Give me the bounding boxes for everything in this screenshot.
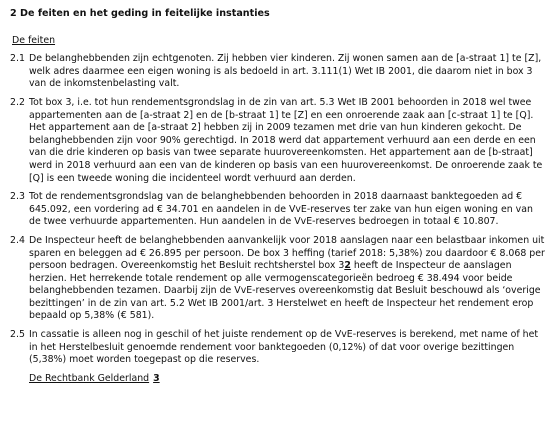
paragraph-text-part: heeft de Inspecteur de aanslagen herzien. Het herrekende totale rendement op alle vermogenscategorieën bedroeg € 38.494 voor beide belanghebbenden tezamen. Daarbij zijn de VvE-reserves overeenkomstig dat Besluit beschouwd als ‘overige bezittingen’ in de zin van art. 5.2 Wet IB 2001/art. 3 Herstelwet en heeft de Inspecteur het rendement erop bepaald op 5,38% (€ 581). xyxy=(29,260,541,322)
paragraph-text: Tot de rendementsgrondslag van de belanghebbenden behoorden in 2018 daarnaast banktegoeden ad € 645.092, een vordering ad € 34.701 en aandelen in de VvE-reserves ter zake van hun eigen woning en van de twee verhuurde appartementen. Hun aandelen in de VvE-reserves bedroegen in totaal € 10.807. xyxy=(29,191,533,228)
paragraph-2-1 xyxy=(10,53,545,91)
paragraph-2-5 xyxy=(10,329,545,367)
paragraph-text: De belanghebbenden zijn echtgenoten. Zij hebben vier kinderen. Zij wonen samen aan de [a-straat 1] te [Z], welk adres daarmee een eigen woning is als bedoeld in art. 3.111(1) Wet IB 2001, die daarom niet in box 3 van de inkomstenbelasting valt. xyxy=(29,53,542,90)
paragraph-number: 2.1 xyxy=(10,53,25,65)
paragraph-2-4 xyxy=(10,235,545,323)
paragraph-text xyxy=(29,235,545,323)
paragraph-number: 2.3 xyxy=(10,191,25,203)
paragraph-2-3 xyxy=(10,191,545,229)
paragraph-text-part: De Inspecteur heeft de belanghebbenden aanvankelijk voor 2018 aanslagen naar een belastbaar inkomen uit sparen en beleggen ad € 26.895 per persoon. De box 3 heffing (tarief 2018: 5,38%) zou daardoor € 8.068 per persoon bedragen. Overeenkomstig het Besluit rechtsherstel box 3 xyxy=(29,234,545,272)
footnote-ref-3[interactable]: 3 xyxy=(153,372,160,384)
paragraph-2-2 xyxy=(10,97,545,185)
paragraph-text: Tot box 3, i.e. tot hun rendementsgrondslag in de zin van art. 5.3 Wet IB 2001 behoorden in 2018 wel twee appartementen aan de [a-straat 2] en de [b-straat 1] te [Z] en een onroerende zaak aan [c-straat 1] te [Q]. Het appartement aan de [a-straat 2] hebben zij in 2009 tezamen met drie van hun kinderen gekocht. De belanghebbenden zijn voor 90% gerechtigd. In 2018 werd dat appartement verhuurd aan een derde en een van die drie kinderen op basis van twee separate huurovereenkomsten. Het appartement aan de [b-straat] werd in 2018 verhuurd aan een van de kinderen op basis van een huurovereenkomst. De onroerende zaak te [Q] is een tweede woning die incidenteel wordt verhuurd aan derden. xyxy=(29,96,543,184)
rechtbank-gelderland-link[interactable]: De Rechtbank Gelderland xyxy=(29,372,150,384)
footnote-ref-2[interactable]: 2 xyxy=(344,260,351,272)
chapter-heading: 2 De feiten en het geding in feitelijke instanties xyxy=(10,8,270,19)
section-title-de-feiten: De feiten xyxy=(12,34,56,46)
paragraph-number: 2.5 xyxy=(10,329,25,341)
section-footer xyxy=(29,373,545,386)
paragraph-number: 2.4 xyxy=(10,234,25,246)
paragraph-text: In cassatie is alleen nog in geschil of het juiste rendement op de VvE-reserves is berekend, met name of het in het Herstelbesluit genoemde rendement voor banktegoeden (0,12%) of dat voor overige bezittingen (5,38%) moet worden toegepast op die reserves. xyxy=(29,329,539,366)
paragraph-number: 2.2 xyxy=(10,96,25,108)
